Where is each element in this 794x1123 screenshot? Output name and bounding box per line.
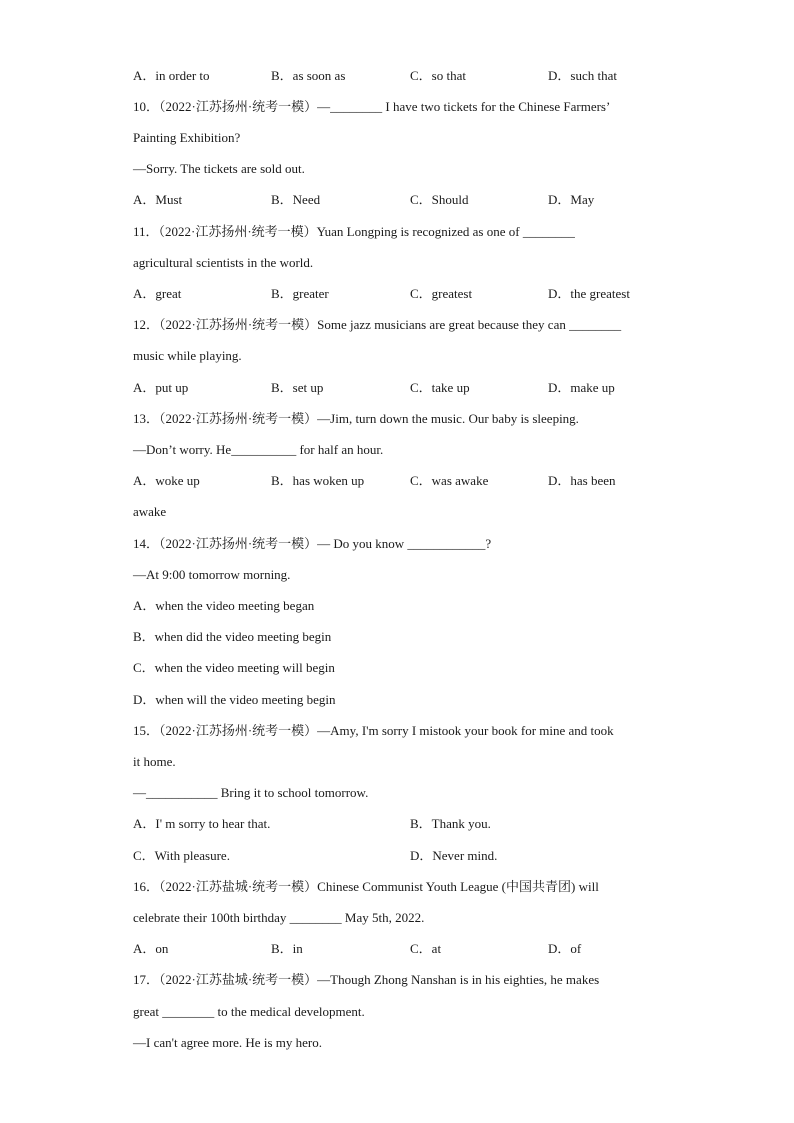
q9-option-c: C．so that xyxy=(410,68,466,83)
q14-option-c: C．when the video meeting will begin xyxy=(133,660,335,675)
q12-option-c: C．take up xyxy=(410,380,470,395)
q13-stem-line2: —Don’t worry. He__________ for half an hour. xyxy=(133,442,384,457)
q15-stem-line2: it home. xyxy=(133,754,176,769)
q10-option-d: D．May xyxy=(548,192,595,207)
q13-option-d: D．has been xyxy=(548,473,616,488)
q16-stem-line2: celebrate their 100th birthday ________ May 5th, 2022. xyxy=(133,910,425,925)
q16-option-b: B．in xyxy=(271,941,303,956)
q13-option-c: C．was awake xyxy=(410,473,489,488)
q16-option-d: D．of xyxy=(548,941,582,956)
q10-option-b: B．Need xyxy=(271,192,321,207)
q17-reply: —I can't agree more. He is my hero. xyxy=(133,1035,322,1050)
q9-option-b: B．as soon as xyxy=(271,68,346,83)
q12-option-b: B．set up xyxy=(271,380,324,395)
q16-option-a: A．on xyxy=(133,941,169,956)
q15-reply: —___________ Bring it to school tomorrow. xyxy=(133,785,369,800)
q14-option-a: A．when the video meeting began xyxy=(133,598,315,613)
q12-stem-line2: music while playing. xyxy=(133,348,242,363)
q10-stem-line2: Painting Exhibition? xyxy=(133,130,241,145)
q17-stem-line2: great ________ to the medical development. xyxy=(133,1004,365,1019)
q13-option-a: A．woke up xyxy=(133,473,200,488)
q15-option-a: A．I' m sorry to hear that. xyxy=(133,816,271,831)
q11-option-c: C．greatest xyxy=(410,286,473,301)
q10-stem-line1: 10．（2022·江苏扬州·统考一模）—________ I have two tickets for the Chinese Farmers’ xyxy=(133,99,611,114)
q16-stem-line1: 16．（2022·江苏盐城·统考一模）Chinese Communist Youth League (中国共青团) will xyxy=(133,879,599,894)
q14-option-d: D．when will the video meeting begin xyxy=(133,692,336,707)
q12-option-d: D．make up xyxy=(548,380,615,395)
q13-option-d-wrap: awake xyxy=(133,504,167,519)
q11-stem-line1: 11．（2022·江苏扬州·统考一模）Yuan Longping is recognized as one of ________ xyxy=(133,224,575,239)
q10-option-c: C．Should xyxy=(410,192,469,207)
q16-option-c: C．at xyxy=(410,941,442,956)
q10-reply: —Sorry. The tickets are sold out. xyxy=(133,161,305,176)
q11-option-b: B．greater xyxy=(271,286,329,301)
q11-option-a: A．great xyxy=(133,286,182,301)
q12-stem-line1: 12．（2022·江苏扬州·统考一模）Some jazz musicians are great because they can ________ xyxy=(133,317,622,332)
q15-stem-line1: 15．（2022·江苏扬州·统考一模）—Amy, I'm sorry I mistook your book for mine and took xyxy=(133,723,614,738)
q13-option-b: B．has woken up xyxy=(271,473,365,488)
q13-stem-line1: 13．（2022·江苏扬州·统考一模）—Jim, turn down the music. Our baby is sleeping. xyxy=(133,411,579,426)
q12-option-a: A．put up xyxy=(133,380,189,395)
q11-option-d: D．the greatest xyxy=(548,286,630,301)
q9-option-a: A．in order to xyxy=(133,68,210,83)
q14-reply: —At 9:00 tomorrow morning. xyxy=(133,567,291,582)
q10-option-a: A．Must xyxy=(133,192,183,207)
q15-option-d: D．Never mind. xyxy=(410,848,498,863)
q11-stem-line2: agricultural scientists in the world. xyxy=(133,255,314,270)
q9-option-d: D．such that xyxy=(548,68,617,83)
q14-option-b: B．when did the video meeting begin xyxy=(133,629,332,644)
q15-option-c: C．With pleasure. xyxy=(133,848,230,863)
q15-option-b: B．Thank you. xyxy=(410,816,491,831)
q14-stem-line1: 14．（2022·江苏扬州·统考一模）— Do you know ____________? xyxy=(133,536,492,551)
q17-stem-line1: 17．（2022·江苏盐城·统考一模）—Though Zhong Nanshan is in his eighties, he makes xyxy=(133,972,600,987)
